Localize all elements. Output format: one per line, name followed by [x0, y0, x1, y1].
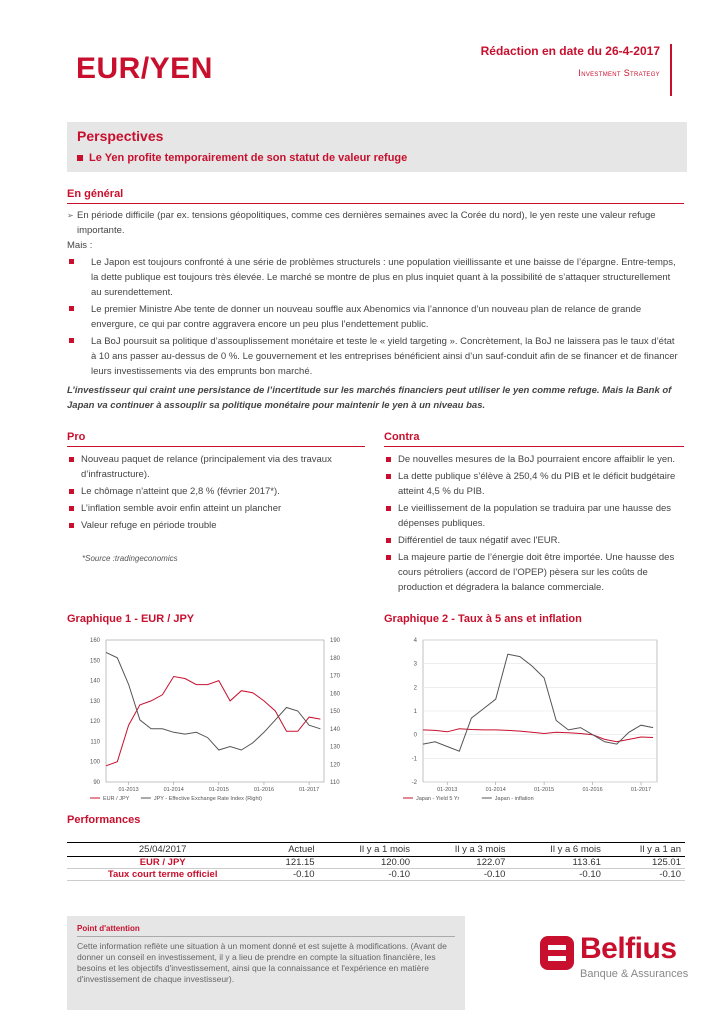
y-right-tick-label: 120 — [330, 762, 341, 769]
contra-item — [384, 533, 686, 548]
column-header: 25/04/2017 — [67, 843, 258, 857]
y-right-tick-label: 170 — [330, 673, 341, 680]
pro-item — [67, 501, 357, 516]
performances-heading: Performances — [67, 814, 141, 826]
pro-item-text: Nouveau paquet de relance (principalement via des travaux d’infrastructure). — [81, 454, 332, 480]
legend-label: EUR / JPY — [103, 796, 130, 802]
y-right-tick-label: 130 — [330, 744, 341, 751]
bullet-square-icon — [69, 338, 74, 343]
attention-panel — [67, 916, 465, 1010]
bullet-square-icon — [386, 474, 391, 479]
y-tick-label: 3 — [413, 661, 417, 668]
pro-item-text: Valeur refuge en période trouble — [81, 520, 217, 531]
table-cell: -0.10 — [509, 869, 604, 881]
table-row — [67, 869, 685, 881]
report-subtitle: Investment Strategy — [578, 68, 660, 78]
x-tick-label: 01-2013 — [118, 787, 139, 793]
belfius-logo-icon — [540, 936, 574, 970]
y-right-tick-label: 160 — [330, 691, 341, 698]
y-right-tick-label: 110 — [330, 780, 340, 786]
perspectives-title: Perspectives — [77, 128, 164, 144]
source-note: *Source :tradingeconomics — [82, 554, 178, 563]
bullet-square-icon — [386, 506, 391, 511]
logo-subtitle: Banque & Assurances — [580, 968, 689, 980]
logo-name: Belfius — [580, 932, 677, 965]
column-header: Il y a 1 mois — [319, 843, 414, 857]
general-bullet — [67, 334, 682, 379]
y-tick-label: -1 — [411, 756, 417, 763]
y-tick-label: 130 — [89, 698, 100, 705]
y-tick-label: 100 — [89, 759, 100, 766]
legend-label: Japan - Yield 5 Yr — [416, 796, 460, 802]
legend-label: JPY - Effective Exchange Rate Index (Right) — [153, 796, 262, 802]
contra-item-text: La dette publique s’élève à 250,4 % du PIB et le déficit budgétaire atteint 4,5 % du PIB. — [398, 471, 676, 497]
y-right-tick-label: 180 — [330, 655, 341, 662]
contra-item — [384, 550, 686, 595]
pro-item-text: L’inflation semble avoir enfin atteint un plancher — [81, 503, 282, 514]
table-cell: Taux court terme officiel — [67, 869, 258, 881]
bullet-square-icon — [386, 538, 391, 543]
x-tick-label: 01-2015 — [534, 787, 555, 793]
contra-list — [384, 452, 686, 597]
column-header: Il y a 6 mois — [509, 843, 604, 857]
attention-title: Point d'attention — [77, 924, 455, 937]
table-cell: 125.01 — [605, 857, 685, 869]
general-bullet — [67, 302, 682, 332]
pro-list — [67, 452, 357, 535]
pro-item — [67, 484, 357, 499]
bullet-square-icon — [69, 259, 74, 264]
pro-item-text: Le chômage n'atteint que 2,8 % (février 2017*). — [81, 486, 280, 497]
general-intro-text: En période difficile (par ex. tensions géopolitiques, comme ces dernières semaines avec la Corée du nord), le yen reste une valeur refuge importante. — [77, 210, 656, 236]
x-tick-label: 01-2013 — [437, 787, 458, 793]
pro-item — [67, 452, 357, 482]
contra-item — [384, 501, 686, 531]
general-mais: Mais : — [67, 240, 93, 251]
general-heading: En général — [67, 188, 684, 204]
contra-item-text: La majeure partie de l’énergie doit être importée. Une hausse des cours pétroliers (accord de l’OPEP) pèsera sur les coûts de production et dégradera la balance commerciale. — [398, 552, 675, 593]
bullet-square-icon — [69, 506, 74, 511]
header-right — [481, 44, 672, 96]
performances-table — [67, 842, 685, 881]
general-bullet-text: Le premier Ministre Abe tente de donner un nouveau souffle aux Abenomics via l’annonce d’un nouveau plan de relance de grande envergure, ce qui par contre aggravera encore un peu plus l’endettement public. — [91, 304, 642, 330]
y-right-tick-label: 140 — [330, 726, 341, 733]
column-header: Actuel — [258, 843, 318, 857]
y-right-tick-label: 150 — [330, 709, 341, 715]
y-tick-label: 90 — [93, 780, 100, 786]
table-cell: 120.00 — [319, 857, 414, 869]
chart-eur-jpy — [68, 632, 358, 807]
x-tick-label: 01-2017 — [299, 787, 320, 793]
y-tick-label: 4 — [413, 638, 417, 644]
bullet-square-icon — [386, 555, 391, 560]
table-cell: -0.10 — [605, 869, 685, 881]
chart-yield-inflation — [385, 632, 675, 807]
arrow-icon: ➢ — [67, 211, 74, 220]
table-row — [67, 857, 685, 869]
general-intro — [67, 208, 682, 238]
x-tick-label: 01-2016 — [582, 787, 603, 793]
table-cell: 121.15 — [258, 857, 318, 869]
x-tick-label: 01-2014 — [163, 787, 184, 793]
table-cell: 122.07 — [414, 857, 509, 869]
table-cell: 113.61 — [509, 857, 604, 869]
plot-frame — [106, 640, 324, 782]
table-cell: EUR / JPY — [67, 857, 258, 869]
contra-item-text: Le vieillissement de la population se traduira par une hausse des dépenses publiques. — [398, 503, 672, 529]
y-tick-label: 0 — [413, 732, 417, 739]
y-tick-label: 120 — [89, 719, 100, 726]
x-tick-label: 01-2017 — [630, 787, 652, 793]
pro-heading: Pro — [67, 431, 365, 447]
table-cell: -0.10 — [319, 869, 414, 881]
page-title: EUR/YEN — [76, 52, 213, 85]
contra-heading: Contra — [384, 431, 684, 447]
bullet-square-icon — [69, 306, 74, 311]
y-right-tick-label: 190 — [330, 638, 341, 644]
perspectives-subtitle — [77, 152, 677, 164]
general-bullet — [67, 255, 682, 300]
y-tick-label: -2 — [411, 780, 417, 786]
series-line-1 — [423, 729, 653, 742]
bullet-square-icon — [77, 155, 83, 161]
contra-item — [384, 469, 686, 499]
bullet-square-icon — [69, 489, 74, 494]
attention-text: Cette information reflète une situation à un moment donné et est sujette à modifications. (Avant de donner un conseil en investissement, il y a lieu de prendre en compte la situation financière, les besoins et les objectifs d'investissement, ainsi que la connaissance et l'expérience en matière d'investissement de chaque investisseur). — [77, 941, 447, 984]
series-line-1 — [106, 677, 320, 766]
column-header: Il y a 1 an — [605, 843, 685, 857]
y-tick-label: 1 — [413, 709, 417, 715]
general-bullet-text: La BoJ poursuit sa politique d’assouplissement monétaire et teste le « yield targeting ». Concrètement, la BoJ ne laissera pas le taux d’état à 10 ans passer au-dessus de 0 %. Le gouvernement et les entreprises bénéficient ainsi d’un sauf-conduit afin de se financer et de financer leurs investissements via des emprunts bon marché. — [91, 336, 678, 377]
x-tick-label: 01-2016 — [253, 787, 275, 793]
x-tick-label: 01-2015 — [208, 787, 229, 793]
bullet-square-icon — [69, 457, 74, 462]
series-line-2 — [106, 652, 320, 750]
y-tick-label: 150 — [89, 658, 100, 665]
y-tick-label: 110 — [90, 739, 100, 746]
table-cell: -0.10 — [414, 869, 509, 881]
y-tick-label: 160 — [89, 638, 100, 644]
bullet-square-icon — [69, 523, 74, 528]
series-line-2 — [423, 654, 653, 751]
bullet-square-icon — [386, 457, 391, 462]
contra-item — [384, 452, 686, 467]
contra-item-text: Différentiel de taux négatif avec l'EUR. — [398, 535, 561, 546]
table-cell: -0.10 — [258, 869, 318, 881]
legend-label: Japan - inflation — [494, 796, 534, 802]
pro-item — [67, 518, 357, 533]
graph2-title: Graphique 2 - Taux à 5 ans et inflation — [384, 613, 582, 625]
graph1-title: Graphique 1 - EUR / JPY — [67, 613, 195, 625]
general-conclusion: L’investisseur qui craint une persistance de l’incertitude sur les marchés financiers peut utiliser le yen comme refuge. Mais la Bank of Japan va continuer à assouplir sa politique monétaire pour maintenir le yen à un niveau bas. — [67, 385, 672, 411]
report-date: Rédaction en date du 26-4-2017 — [480, 44, 660, 58]
perspectives-subtitle-text: Le Yen profite temporairement de son statut de valeur refuge — [89, 152, 408, 164]
general-bullet-text: Le Japon est toujours confronté à une série de problèmes structurels : une population vieillissante et une baisse de l’épargne. Entre-temps, la dette publique est toujours très élevée. Le marché se montre de plus en plus inquiet quant à la possibilité de s’attaquer structurellement au surendettement. — [91, 257, 676, 298]
table-header-row — [67, 843, 685, 857]
y-tick-label: 2 — [413, 685, 417, 692]
x-tick-label: 01-2014 — [485, 787, 506, 793]
column-header: Il y a 3 mois — [414, 843, 509, 857]
contra-item-text: De nouvelles mesures de la BoJ pourraient encore affaiblir le yen. — [398, 454, 676, 465]
y-tick-label: 140 — [89, 678, 100, 685]
general-section — [67, 208, 682, 413]
perspectives-panel — [67, 122, 687, 172]
